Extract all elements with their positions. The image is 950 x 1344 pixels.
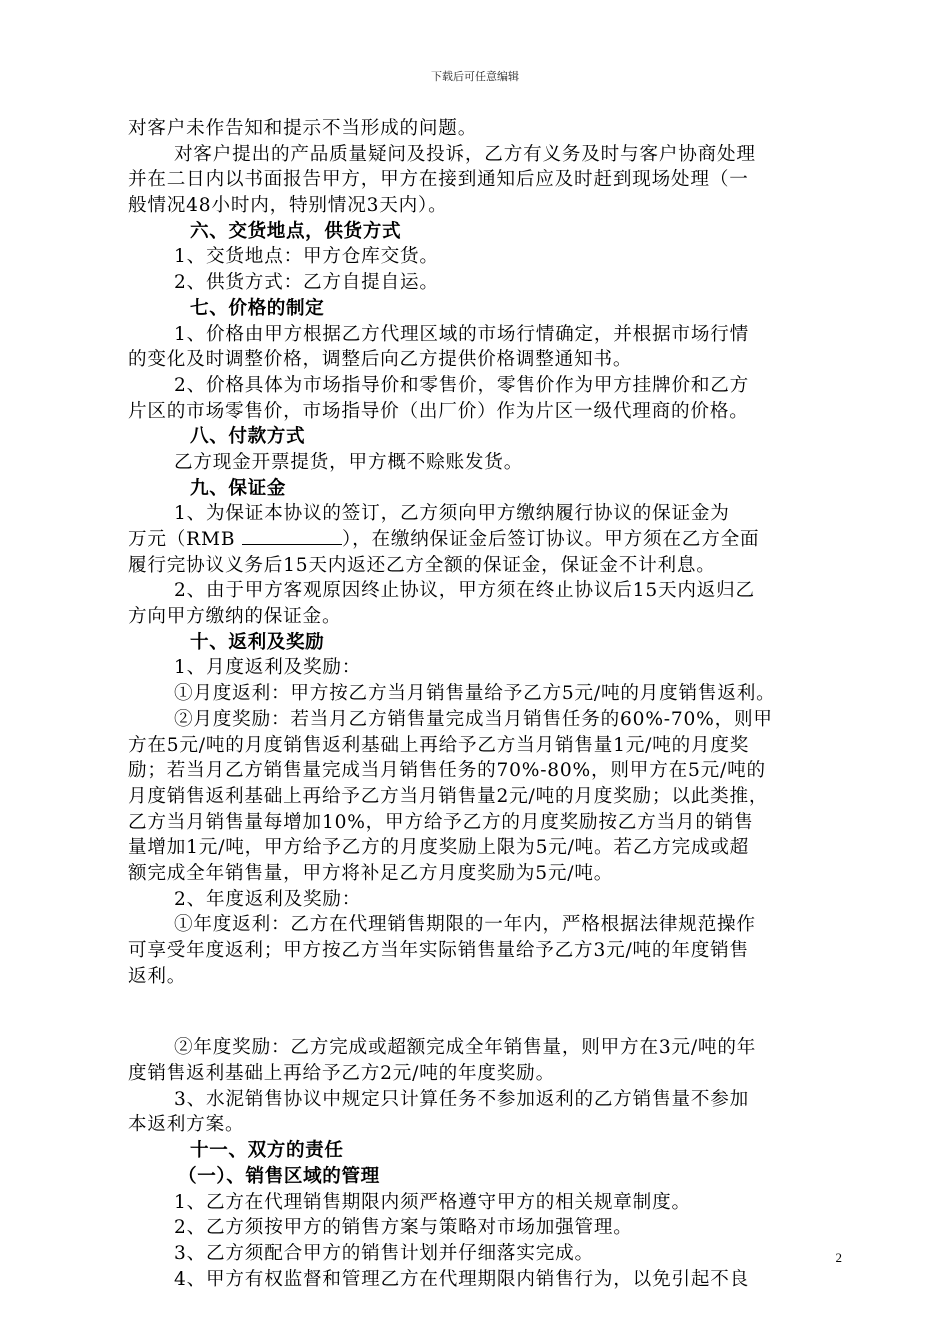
paragraph-line: 励；若当月乙方销售量完成当月销售任务的70%-80%，则甲方在5元/吨的 [128,760,766,782]
paragraph-line: 1、月度返利及奖励： [174,657,362,679]
paragraph-line: 并在二日内以书面报告甲方，甲方在接到通知后应及时赶到现场处理（一 [128,169,749,191]
paragraph-line: ②月度奖励：若当月乙方销售量完成当月销售任务的60%-70%，则甲 [174,708,773,730]
deposit-suffix: ），在缴纳保证金后签订协议。甲方须在乙方全面 [342,529,760,550]
paragraph-line: ②年度奖励：乙方完成或超额完成全年销售量，则甲方在3元/吨的年 [174,1037,757,1059]
paragraph-line: 的变化及时调整价格，调整后向乙方提供价格调整通知书。 [128,349,633,371]
paragraph-line: 4、甲方有权监督和管理乙方在代理期限内销售行为，以免引起不良 [174,1268,750,1290]
paragraph-line: 般情况48小时内，特别情况3天内）。 [128,195,448,217]
section-heading: 六、交货地点，供货方式 [190,220,402,242]
page-header: 下载后可任意编辑 [431,70,519,83]
paragraph-line: 乙方现金开票提货，甲方概不赊账发货。 [174,451,524,473]
paragraph-line: 本返利方案。 [128,1114,245,1136]
paragraph-line: 月度销售返利基础上再给予乙方当月销售量2元/吨的月度奖励；以此类推， [128,785,769,807]
paragraph-line: 3、水泥销售协议中规定只计算任务不参加返利的乙方销售量不参加 [174,1088,750,1110]
paragraph-line: 履行完协议义务后15天内返还乙方全额的保证金，保证金不计利息。 [128,554,716,576]
paragraph-line: 对客户未作告知和提示不当形成的问题。 [128,118,478,139]
deposit-prefix: 万元（RMB [128,529,236,550]
paragraph-line: 1、乙方在代理销售期限内须严格遵守甲方的相关规章制度。 [174,1191,691,1213]
paragraph-line: 可享受年度返利；甲方按乙方当年实际销售量给予乙方3元/吨的年度销售 [128,940,749,961]
paragraph-line: 乙方当月销售量每增加10%，甲方给予乙方的月度奖励按乙方当月的销售 [128,811,754,833]
paragraph-line: 1、价格由甲方根据乙方代理区域的市场行情确定，并根据市场行情 [174,323,750,345]
paragraph-line: 对客户提出的产品质量疑问及投诉，乙方有义务及时与客户协商处理 [174,143,756,165]
paragraph-line: ①月度返利：甲方按乙方当月销售量给予乙方5元/吨的月度销售返利。 [174,683,776,705]
paragraph-line [128,527,848,553]
deposit-amount-blank [242,528,342,545]
paragraph-line: 1、为保证本协议的签订，乙方须向甲方缴纳履行协议的保证金为 [174,503,730,525]
paragraph-line: 方在5元/吨的月度销售返利基础上再给予乙方当月销售量1元/吨的月度奖 [128,734,750,756]
paragraph-line: 片区的市场零售价，市场指导价（出厂价）作为片区一级代理商的价格。 [128,400,749,422]
paragraph-line: ①年度返利：乙方在代理销售期限的一年内，严格根据法律规范操作 [174,914,756,936]
paragraph-line: 2、乙方须按甲方的销售方案与策略对市场加强管理。 [174,1217,633,1239]
paragraph-line: 方向甲方缴纳的保证金。 [128,606,342,628]
paragraph-line: 2、由于甲方客观原因终止协议，甲方须在终止协议后15天内返归乙 [174,580,755,602]
paragraph-line: 2、年度返利及奖励： [174,888,362,910]
section-heading: 十一、双方的责任 [190,1140,344,1162]
paragraph-line: 量增加1元/吨，甲方给予乙方的月度奖励上限为5元/吨。若乙方完成或超 [128,837,750,859]
blank-space [128,989,848,1035]
section-heading: 九、保证金 [190,477,286,499]
section-heading: 十、返利及奖励 [190,631,325,653]
paragraph-line: 2、价格具体为市场指导价和零售价，零售价作为甲方挂牌价和乙方 [174,374,750,396]
paragraph-line: 1、交货地点：甲方仓库交货。 [174,246,439,268]
paragraph-line: 度销售返利基础上再给予乙方2元/吨的年度奖励。 [128,1063,555,1085]
paragraph-line: 2、供货方式：乙方自提自运。 [174,272,439,294]
paragraph-line: 额完成全年销售量，甲方将补足乙方月度奖励为5元/吨。 [128,862,614,884]
paragraph-line: 3、乙方须配合甲方的销售计划并仔细落实完成。 [174,1242,594,1264]
page-number: 2 [835,1250,842,1265]
section-heading: 八、付款方式 [190,426,306,448]
document-body [128,116,848,1292]
section-heading: 七、价格的制定 [190,297,325,319]
subsection-heading: （一）、销售区域的管理 [178,1165,380,1187]
paragraph-line: 返利。 [128,965,187,987]
